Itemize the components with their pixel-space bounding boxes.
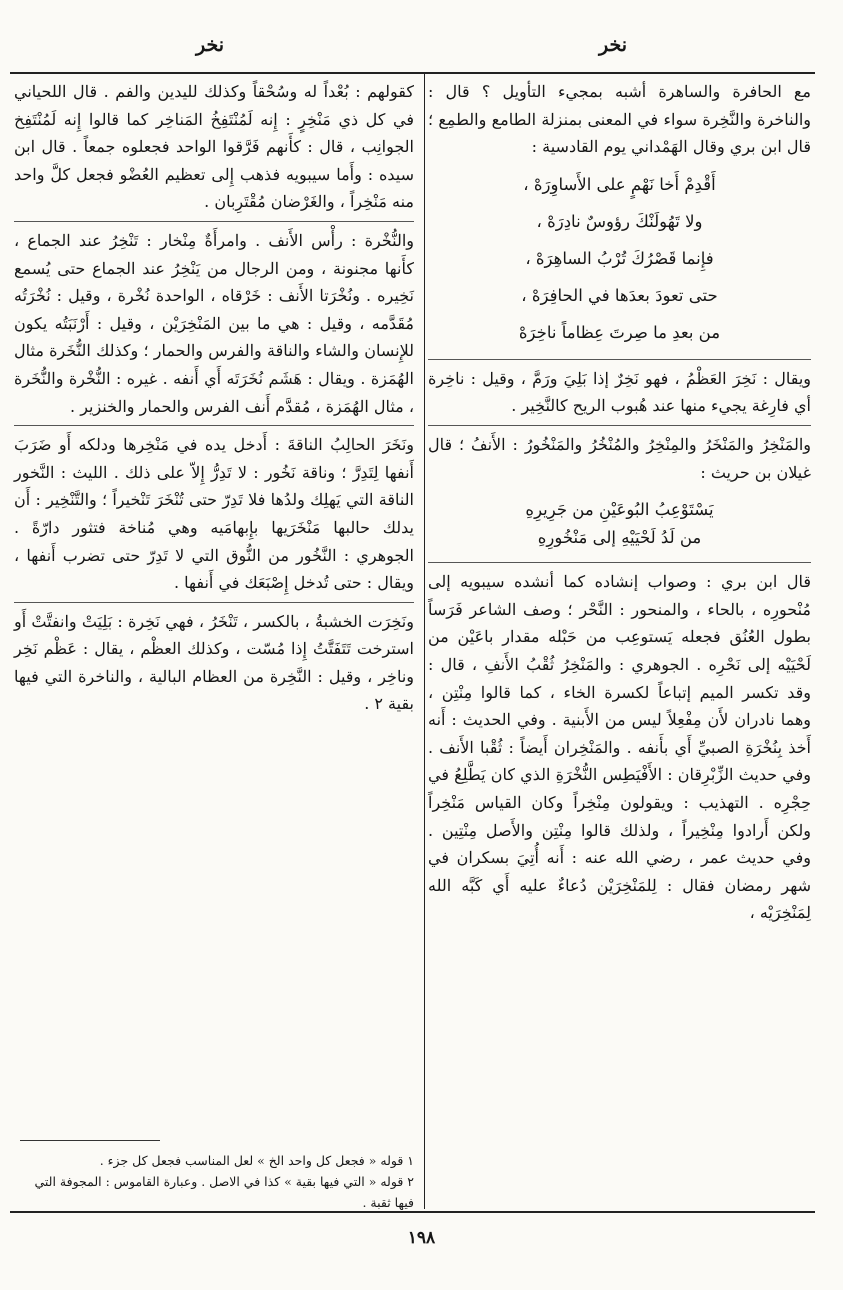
left-column — [14, 78, 414, 723]
top-rule — [10, 72, 815, 74]
left-paragraph-2: والنُّخْرة : رأْس الأَنف . وامرأَةٌ مِنْخار : تَنْخِرُ عند الجماع ، كأَنها مجنونة ، ومن الرجال من يَنْخِرُ عند الجماع حتى يُسمع نَخِيره . ونُخْرَتا الأَنف : خَرْقاه ، الواحدة نُخْرة ، وقيل : نُخْرَتُه مُقَدَّمه ، وقيل : هي ما بين المَنْخِرَيْن ، وقيل : أَرْنَبَتُه يكون للإِنسان والشاء والناقة والفرس والحمار ؛ وكذلك النُّخَرة مثال الهُمَزة . ويقال : هَشَم نُخَرَتَه أَي أَنفه . غيره : النُّخْرة والنُّخَرة ، مثال الهُمَزة ، مُقدَّم أَنف الفرس والحمار والخنزير . — [14, 221, 414, 420]
column-divider — [424, 74, 425, 1209]
footnotes — [14, 1150, 414, 1213]
left-paragraph-4: ونَخِرَت الخشبةُ ، بالكسر ، تَنْخَرُ ، فهي نَخِرة : بَلِيَتْ وانفتَّتْ أَو استرخت تَتَفَتَّتُ إِذا مُسّت ، وكذلك العظْم ، يقال : عَظْم نَخِر وناخِر ، وقيل : النَّخِرة من العظام البالية ، والناخرة التي فيها بقية ٢ . — [14, 602, 414, 718]
verse-line: من لَدُ لَحْيَيْهِ إلى مَنْخُورِهِ — [537, 528, 702, 548]
right-paragraph-3: والمَنْخِرُ والمَنْخَرُ والمِنْخِرُ والمُنْخُرُ والمَنْخُورُ : الأَنفُ ؛ قال غيلان بن حريث : — [428, 425, 811, 486]
right-paragraph-4: قال ابن بري : وصواب إنشاده كما أنشده سيبويه إلى مُنْحورِه ، بالحاء ، والمنحور : النَّحْر ؛ وصف الشاعر فَرَساً بطول العُنُق فجعله يَستوعِب من حَبْله مقدار باعَيْن من لَحْيَيْه إلى نَحْرِه . الجوهري : والمَنْخِرُ ثُقْبُ الأَنفِ ، قال : وقد تكسر الميم إتباعاً لكسرة الخاء ، كما قالوا مِنْتِن ، وهما نادران لأَن مِفْعِلاً ليس من الأَبنية . وفي الحديث : أَنه أَخذ بِنُخْرَةِ الصبيِّ أَي بأَنفه . والمَنْخِران أَيضاً : ثُقْبا الأَنف . وفي حديث الزِّبْرِقان : الأَفْيَطِس النُّخْرَةِ الذي كان يَطَّلِعُ في حِجْرِه . التهذيب : ويقولون مِنْخِراً وكان القياس مَنْخِراً ولكن أَرادوا مِنْخِيراً ، ولذلك قالوا مِنْتِن والأَصل مِنْتِين . وفي حديث عمر ، رضي الله عنه : أَنه أُتِيَ بسكران في شهر رمضان فقال : لِلمَنْخِرَيْن دُعاءٌ عليه أَي كَبَّه الله لِمَنْخِرَيْه ، — [428, 562, 811, 927]
verse-line: حتى تعودَ بعدَها في الحافِرَهْ ، — [521, 285, 718, 305]
page-number: ١٩٨ — [407, 1228, 436, 1248]
right-column — [428, 78, 811, 932]
verse-block-1 — [428, 166, 811, 351]
left-paragraph-1: كقولهم : بُعْداً له وسُحْقاً وكذلك لليدين والفم . قال اللحياني في كل ذي مَنْخِرٍ : إِنه لَمُنْتَفِخُ المَناخِر كما قالوا إِنه لَمُنْتَفِخ الجوانِب ، قال : كأَنهم فَرَّقوا الواحد فجعلوه جمعاً . قال ابن سيده : وأَما سيبويه فذهب إِلى تعظيم العُضْو فجعل كلَّ واحد منه مَنْخِراً ، والغَرْضان مُقْتَرِبان . — [14, 82, 414, 212]
verse-line: أَقْدِمْ أَخا نَهْمٍ على الأَساوِرَهْ ، — [523, 174, 716, 194]
verse-line: ولا تَهُولَنْكَ رؤوسٌ نادِرَهْ ، — [536, 211, 703, 231]
right-running-headword: نخر — [598, 34, 628, 56]
footnote-rule — [20, 1140, 160, 1141]
verse-line: فإِنما قَصْرُكَ تُرْبُ الساهِرَهْ ، — [525, 248, 714, 268]
left-running-headword: نخر — [195, 34, 225, 56]
verse-block-2 — [428, 496, 811, 552]
right-paragraph-1: مع الحافرة والساهرة أشبه بمجيء التأويل ؟ قال : والناخرة والنَّخِرة سواء في المعنى بمنزلة الطامع والطمِع ؛ قال ابن بري وقال الهَمْداني يوم القادسية : — [428, 82, 811, 157]
verse-line: من بعدِ ما صِرتَ عِظاماً ناخِرَهْ — [518, 322, 721, 342]
left-paragraph-3: ونَخَرَ الحالِبُ الناقةَ : أَدخل يده في مَنْخِرها ودلكه أَو ضَرَبَ أَنفها لِتَدِرَّ ؛ وناقة نَخُور : لا تَدِرُّ إِلاّ على ذلك . الليث : النَّخور الناقة التي يَهلِك ولدُها فلا تَدِرّ حتى تُنْخَرَ تَنْخيراً ؛ والتَّنْخِير : أَن يدلك حالبها مَنْخَرَيها بإِبهامَيه وهي مُناخة فتثور دارّةً . الجوهري : النَّخُور من النُّوق التي لا تَدِرّ حتى تضرب أَنفها ، ويقال : حتى تُدخل إِصْبَعَك في أَنفها . — [14, 425, 414, 597]
bottom-rule — [10, 1211, 815, 1213]
footnote-1: ١ قوله « فجعل كل واحد الخ » لعل المناسب فجعل كل جزء . — [99, 1153, 414, 1168]
right-paragraph-2: ويقال : نَخِرَ العَظْمُ ، فهو نَخِرٌ إذا بَلِيَ ورَمَّ ، وقيل : ناخِرة أي فارِغة يجيء منها عند هُبوب الريح كالنَّخِير . — [428, 359, 811, 420]
footnote-2: ٢ قوله « التي فيها بقية » كذا في الاصل . وعبارة القاموس : المجوفة التي فيها ثقبة . — [34, 1174, 414, 1210]
verse-line: يَسْتَوْعِبُ البُوعَيْنِ من جَرِيرِهِ — [525, 500, 714, 520]
